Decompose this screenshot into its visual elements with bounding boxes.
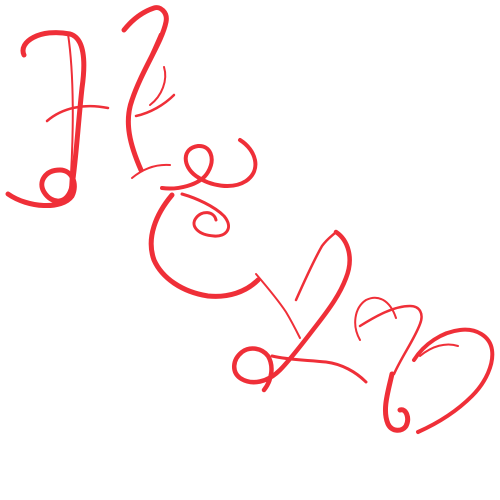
- letter-p: [355, 298, 492, 432]
- letter-e: [151, 140, 258, 296]
- letter-h: [8, 8, 174, 206]
- letter-l: [234, 232, 366, 390]
